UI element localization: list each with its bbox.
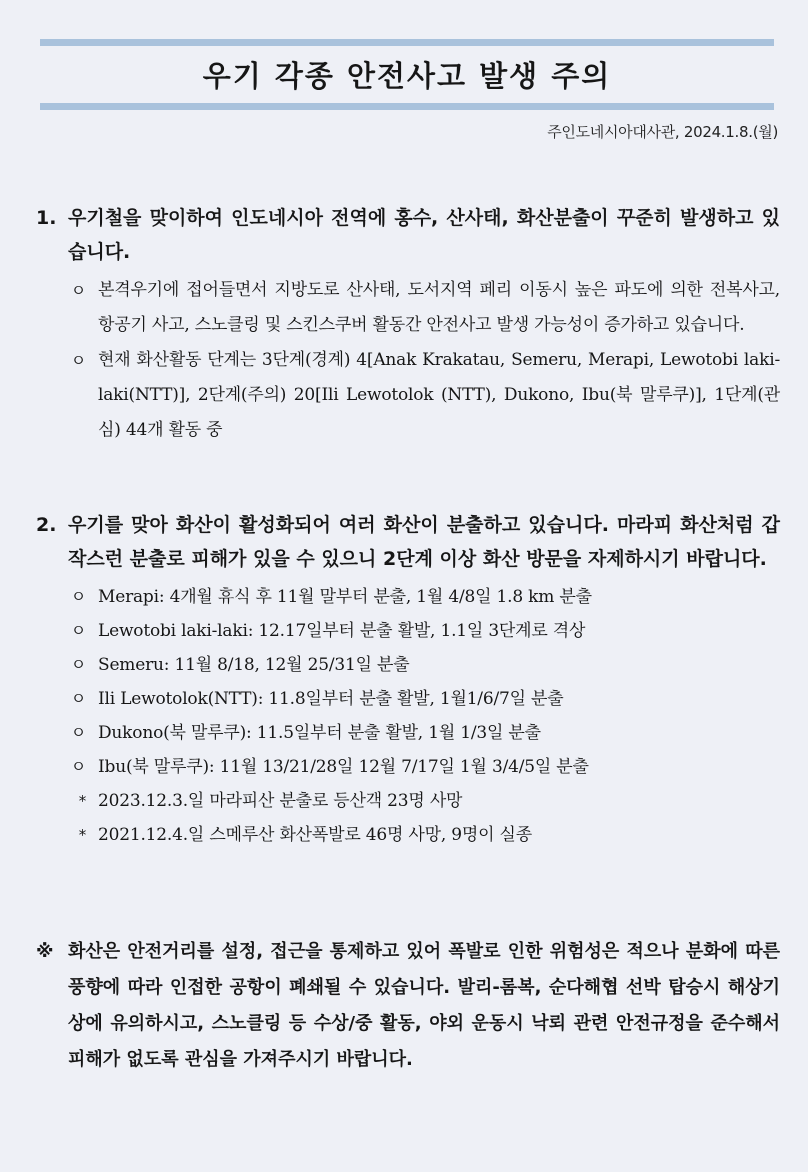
section-1: [36, 201, 780, 448]
bullet-text: Dukono(북 말루쿠): 11.5일부터 분출 활발, 1월 1/3일 분출: [98, 723, 541, 743]
bullet-mark: ㅇ: [70, 621, 86, 640]
section-2-bullets: [36, 580, 780, 852]
list-item: [36, 273, 780, 343]
list-item: [36, 682, 780, 716]
section-2-heading: [36, 508, 780, 576]
note-item: [36, 818, 780, 852]
bottom-rule: [40, 103, 774, 110]
bullet-mark: ㅇ: [70, 689, 86, 708]
bullet-text: Ili Lewotolok(NTT): 11.8일부터 분출 활발, 1월1/6/7일 분출: [98, 689, 564, 709]
bullet-mark: ㅇ: [70, 757, 86, 776]
top-rule: [40, 39, 774, 46]
section-1-heading-text: 우기철을 맞이하여 인도네시아 전역에 홍수, 산사태, 화산분출이 꾸준히 발생하고 있습니다.: [68, 207, 780, 263]
list-item: [36, 750, 780, 784]
list-item: [36, 343, 780, 448]
section-1-bullets: [36, 273, 780, 448]
list-item: [36, 716, 780, 750]
section-3: [36, 934, 780, 1078]
section-2: [36, 508, 780, 852]
bullet-text: Ibu(북 말루쿠): 11월 13/21/28일 12월 7/17일 1월 3/4/5일 분출: [98, 757, 589, 777]
bullet-mark: ㅇ: [70, 723, 86, 742]
section-2-number: 2.: [36, 514, 57, 536]
dateline: 주인도네시아대사관, 2024.1.8.(월): [547, 123, 778, 141]
bullet-text: Lewotobi laki-laki: 12.17일부터 분출 활발, 1.1일 3단계로 격상: [98, 621, 586, 641]
bullet-text: 본격우기에 접어들면서 지방도로 산사태, 도서지역 페리 이동시 높은 파도에 의한 전복사고, 항공기 사고, 스노클링 및 스킨스쿠버 활동간 안전사고 발생 가능성이 증가하고 있습니다.: [98, 280, 780, 335]
section-1-heading: [36, 201, 780, 269]
list-item: [36, 580, 780, 614]
reference-mark: ※: [36, 941, 54, 962]
page-title: 우기 각종 안전사고 발생 주의: [202, 59, 612, 93]
note-text: 2023.12.3.일 마라피산 분출로 등산객 23명 사망: [98, 791, 463, 811]
bullet-mark: ㅇ: [70, 587, 86, 606]
bullet-mark: ㅇ: [70, 351, 86, 370]
list-item: [36, 648, 780, 682]
bullet-mark: ㅇ: [70, 281, 86, 300]
note-mark: *: [78, 792, 86, 810]
bullet-text: 현재 화산활동 단계는 3단계(경계) 4[Anak Krakatau, Semeru, Merapi, Lewotobi laki-laki(NTT)], 2단계(주의) 20[Ili Lewotolok (NTT), Dukono, Ibu(북 말루쿠)], 1단계(관심) 44개 활동 중: [98, 350, 780, 440]
section-2-heading-text: 우기를 맞아 화산이 활성화되어 여러 화산이 분출하고 있습니다. 마라피 화산처럼 갑작스런 분출로 피해가 있을 수 있으니 2단계 이상 화산 방문을 자제하시기 바랍니다.: [68, 514, 780, 570]
bullet-text: Semeru: 11월 8/18, 12월 25/31일 분출: [98, 655, 410, 675]
bullet-mark: ㅇ: [70, 655, 86, 674]
section-1-number: 1.: [36, 207, 57, 229]
note-text: 2021.12.4.일 스메루산 화산폭발로 46명 사망, 9명이 실종: [98, 825, 532, 845]
bullet-text: Merapi: 4개월 휴식 후 11월 말부터 분출, 1월 4/8일 1.8 km 분출: [98, 587, 592, 607]
note-item: [36, 784, 780, 818]
list-item: [36, 614, 780, 648]
note-mark: *: [78, 826, 86, 844]
section-3-text: 화산은 안전거리를 설정, 접근을 통제하고 있어 폭발로 인한 위험성은 적으나 분화에 따른 풍향에 따라 인접한 공항이 폐쇄될 수 있습니다. 발리-롬복, 순다해협 선박 탑승시 해상기상에 유의하시고, 스노클링 등 수상/중 활동, 야외 운동시 낙뢰 관련 안전규정을 준수해서 피해가 없도록 관심을 가져주시기 바랍니다.: [68, 941, 780, 1070]
section-3-notice: [36, 934, 780, 1078]
